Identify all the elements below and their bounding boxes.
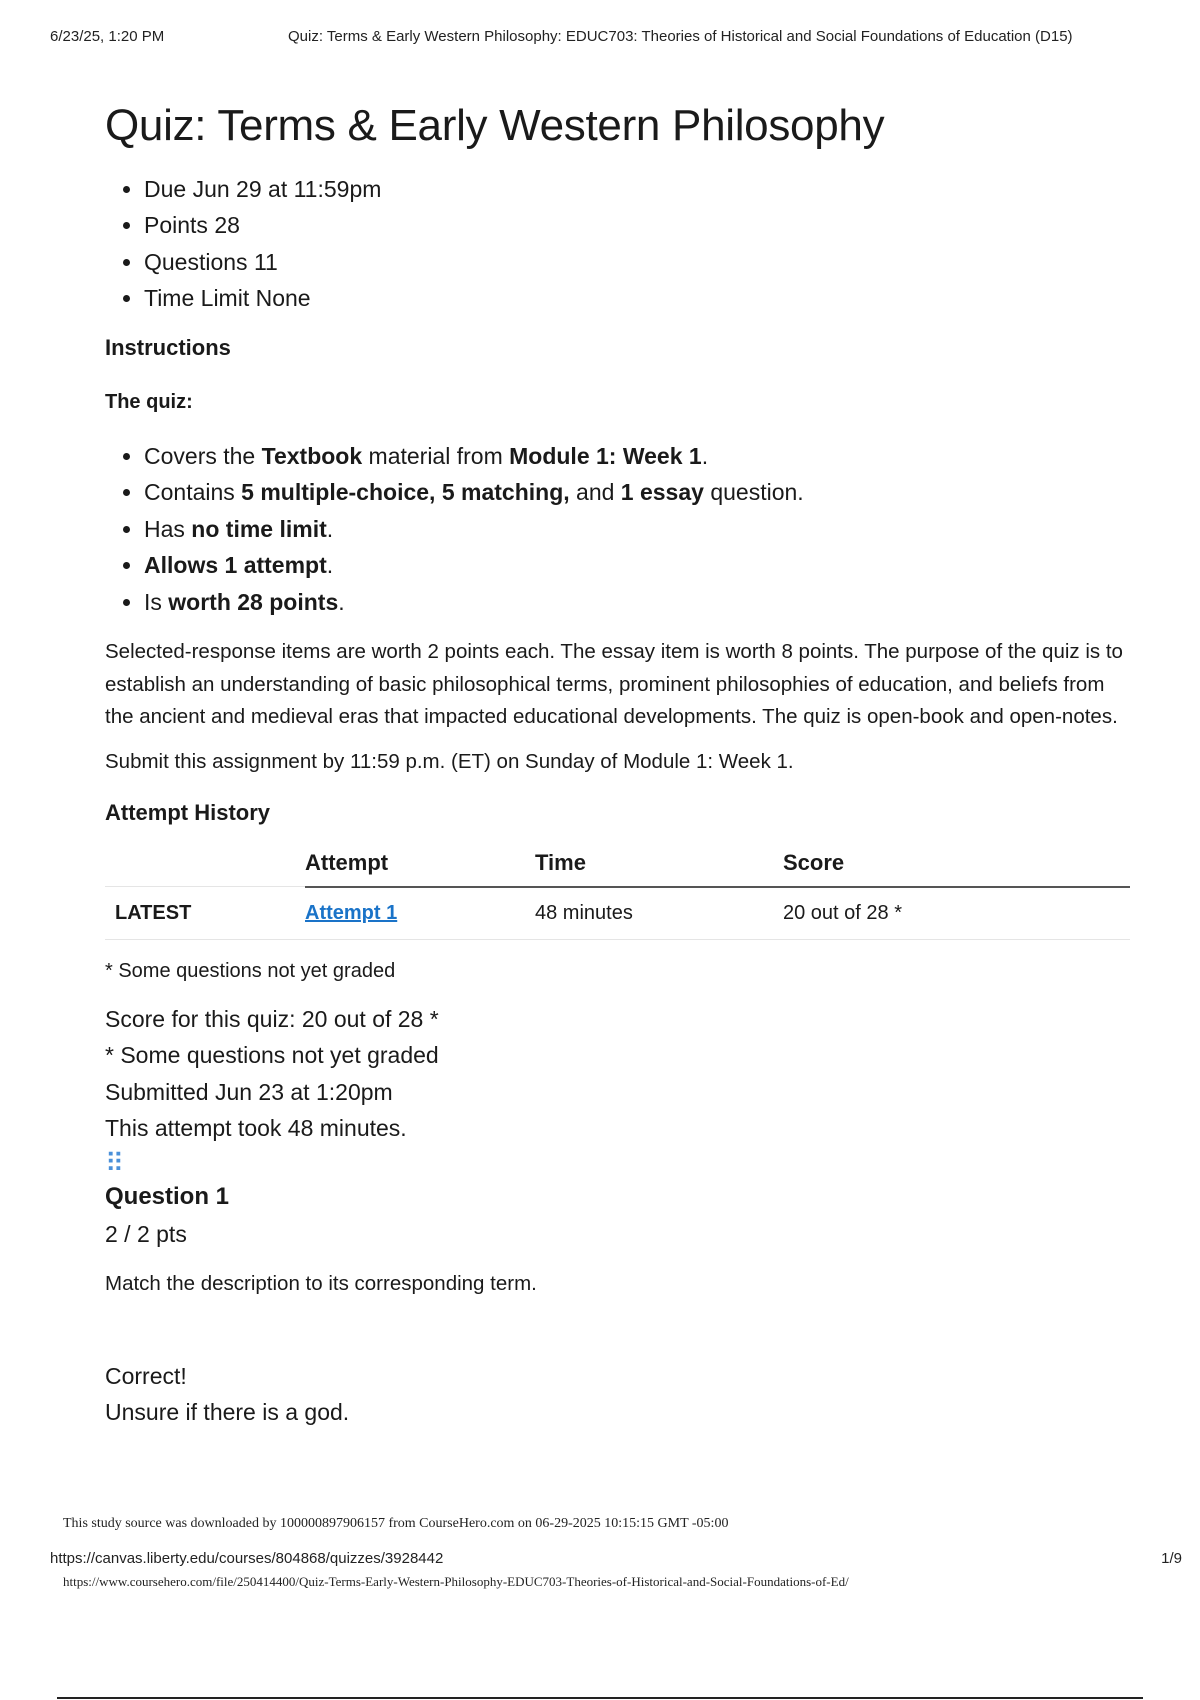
attempt-duration: This attempt took 48 minutes. (105, 1115, 407, 1142)
drag-handle-icon[interactable]: ⠿ (105, 1147, 123, 1178)
instructions-heading: Instructions (105, 334, 231, 360)
print-date: 6/23/25, 1:20 PM (50, 28, 165, 45)
time-limit: • Time Limit None (144, 280, 1125, 317)
attempt-history-heading: Attempt History (105, 799, 271, 825)
page-url: https://canvas.liberty.edu/courses/804868/quizzes/3928442 (50, 1550, 444, 1567)
header-time: Time (535, 844, 783, 887)
attempt-cell (305, 887, 535, 940)
attempt-1-link[interactable]: Attempt 1 (305, 901, 398, 924)
time-cell: 48 minutes (535, 887, 783, 940)
rule-worth: • Is worth 28 points. (144, 584, 1125, 621)
page-title: Quiz: Terms & Early Western Philosophy (105, 101, 885, 150)
question-title: Question 1 (105, 1182, 230, 1210)
due-date: • Due Jun 29 at 11:59pm (144, 171, 1125, 208)
attempt-history-table (105, 844, 1130, 940)
quiz-meta-list (105, 171, 1125, 317)
quiz-rules-list (105, 438, 1125, 621)
question-text: Match the description to its corresponding term. (105, 1271, 537, 1295)
question-count: • Questions 11 (144, 244, 1125, 281)
rule-contains: • Contains 5 multiple-choice, 5 matching, and 1 essay question. (144, 474, 1125, 511)
latest-label: LATEST (105, 887, 305, 940)
quiz-score: Score for this quiz: 20 out of 28 * (105, 1005, 439, 1032)
question-points: 2 / 2 pts (105, 1220, 187, 1247)
question-answer-block (105, 1358, 1125, 1431)
quiz-content (105, 100, 1125, 1431)
header-score: Score (783, 844, 1130, 887)
points: • Points 28 (144, 207, 1125, 244)
page-number: 1/9 (1161, 1550, 1182, 1567)
rule-covers: • Covers the Textbook material from Module 1: Week 1. (144, 438, 1125, 475)
rule-attempts: • Allows 1 attempt. (144, 547, 1125, 584)
ungraded-note: * Some questions not yet graded (105, 959, 396, 982)
print-page-title: Quiz: Terms & Early Western Philosophy: EDUC703: Theories of Historical and Social Foundations of Education (D15) (288, 28, 1073, 45)
print-header (50, 28, 1150, 50)
rule-time-limit: • Has no time limit. (144, 511, 1125, 548)
header-attempt: Attempt (305, 844, 535, 887)
score-cell: 20 out of 28 * (783, 887, 1130, 940)
answer-text: Unsure if there is a god. (105, 1399, 350, 1426)
table-row (105, 887, 1130, 940)
submit-note: Submit this assignment by 11:59 p.m. (ET) on Sunday of Module 1: Week 1. (105, 749, 794, 773)
ungraded-notice: * Some questions not yet graded (105, 1042, 439, 1069)
header-blank (105, 844, 305, 887)
coursehero-url: https://www.coursehero.com/file/250414400/Quiz-Terms-Early-Western-Philosophy-EDUC703-Theories-of-Historical-and-Social-Foundations-of-Ed/ (63, 1574, 849, 1589)
quiz-subheading: The quiz: (105, 390, 193, 413)
score-summary (105, 1001, 1125, 1147)
submitted-time: Submitted Jun 23 at 1:20pm (105, 1078, 393, 1105)
bottom-divider (57, 1697, 1143, 1699)
quiz-description: Selected-response items are worth 2 points each. The essay item is worth 8 points. The purpose of the quiz is to establish an understanding of basic philosophical terms, prominent philosophies of education, and beliefs from the ancient and medieval eras that impacted educational developments. The quiz is open-book and open-notes. (105, 640, 1123, 729)
answer-result: Correct! (105, 1362, 187, 1389)
table-header-row (105, 844, 1130, 887)
download-source-line: This study source was downloaded by 100000897906157 from CourseHero.com on 06-29-2025 10:15:15 GMT -05:00 (63, 1516, 729, 1531)
